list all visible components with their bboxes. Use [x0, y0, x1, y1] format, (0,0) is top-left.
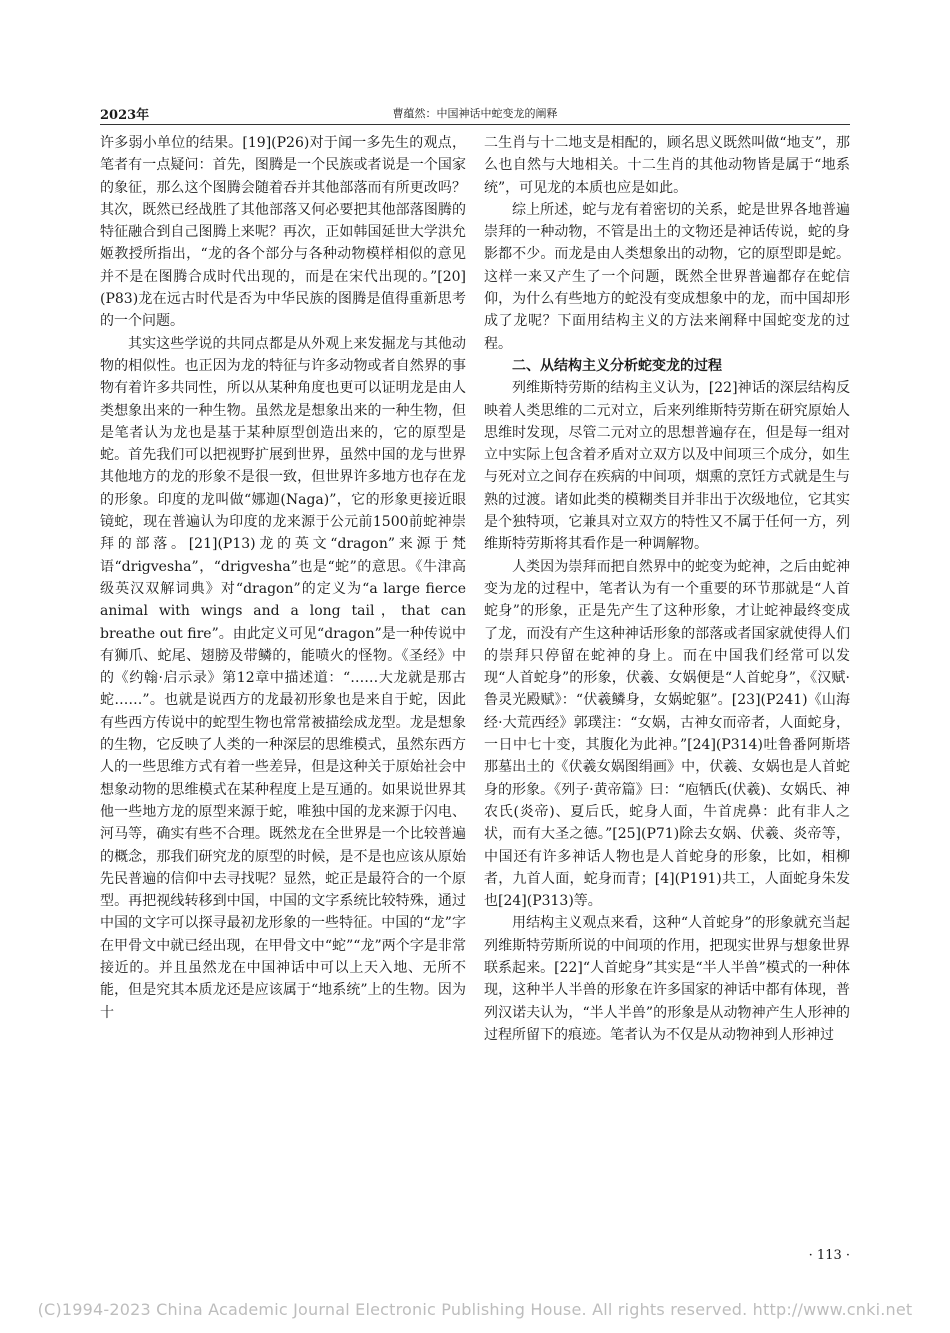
- right-column: [484, 132, 850, 1046]
- paragraph: 二生肖与十二地支是相配的，顾名思义既然叫做“地支”，那么也自然与大地相关。十二生肖的其他动物皆是属于“地系统”，可见龙的本质也应是如此。: [484, 135, 850, 196]
- left-column: [100, 132, 466, 1024]
- paragraph: 许多弱小单位的结果。[19](P26)对于闻一多先生的观点，笔者有一点疑问：首先，图腾是一个民族或者说是一个国家的象征，那么这个图腾会随着吞并其他部落而有所更改吗？其次，既然已经战胜了其他部落又何必要把其他部落图腾的特征融合到自己图腾上来呢？再次，正如韩国延世大学洪允姬教授所指出，“龙的各个部分与各种动物模样相似的意见并不是在图腾合成时代出现的，而是在宋代出现的。”[20](P83)龙在远古时代是否为中华民族的图腾是值得重新思考的一个问题。: [100, 135, 466, 330]
- copyright-footer: (C)1994-2023 China Academic Journal Electronic Publishing House. All rights reserved. http://www.cnki.net: [37, 1300, 913, 1319]
- journal-year: 2023年: [100, 108, 150, 123]
- running-title: 曹蕴然：中国神话中蛇变龙的阐释: [392, 107, 558, 120]
- page-header: [100, 104, 850, 122]
- paragraph: 人类因为崇拜而把自然界中的蛇变为蛇神，之后由蛇神变为龙的过程中，笔者认为有一个重要的环节那就是“人首蛇身”的形象，正是先产生了这种形象，才让蛇神最终变成了龙，而没有产生这种神话形象的部落或者国家就使得人们的崇拜只停留在蛇神的身上。而在中国我们经常可以发现“人首蛇身”的形象，伏羲、女娲便是“人首蛇身”，《汉赋·鲁灵光殿赋》：“伏羲鳞身，女娲蛇躯”。[23](P241)《山海经·大荒西经》郭璞注：“女娲，古神女而帝者，人面蛇身，一日中七十变，其腹化为此神。”[24](P314)吐鲁番阿斯塔那墓出土的《伏羲女娲图绢画》中，伏羲、女娲也是人首蛇身的形象。《列子·黄帝篇》曰：“庖牺氏(伏羲)、女娲氏、神农氏(炎帝)、夏后氏，蛇身人面，牛首虎鼻：此有非人之状，而有大圣之德。”[25](P71)除去女娲、伏羲、炎帝等，中国还有许多神话人物也是人首蛇身的形象，比如，相柳者，九首人面，蛇身而青；[4](P191)共工，人面蛇身朱发也[24](P313)等。: [484, 558, 850, 910]
- paragraph: 其实这些学说的共同点都是从外观上来发掘龙与其他动物的相似性。也正因为龙的特征与许多动物或者自然界的事物有着许多共同性，所以从某种角度也更可以证明龙是由人类想象出来的一种生物。虽然龙是想象出来的一种生物，但是笔者认为龙也是基于某种原型创造出来的，它的原型是蛇。首先我们可以把视野扩展到世界，虽然中国的龙与世界其他地方的龙的形象不是很一致，但世界许多地方也存在龙的形象。印度的龙叫做“娜迦(Naga)”，它的形象更接近眼镜蛇，现在普遍认为印度的龙来源于公元前1500前蛇神崇拜的部落。[21](P13)龙的英文“dragon”来源于梵语“drigvesha”，“drigvesha”也是“蛇”的意思。《牛津高级英汉双解词典》对“dragon”的定义为“a large fierce animal with wings and a long tail，that can breathe out fire”。由此定义可见“dragon”是一种传说中有狮爪、蛇尾、翅膀及带鳞的，能喷火的怪物。《圣经》中的《约翰·启示录》第12章中描述道：“……大龙就是那古蛇……”。也就是说西方的龙最初形象也是来自于蛇，因此有些西方传说中的蛇型生物也常常被描绘成龙型。龙是想象的生物，它反映了人类的一种深层的思维模式，虽然东西方人的一些思维方式有着一些差异，但是这种关于原始社会中想象动物的思维模式在某种程度上是互通的。如果说世界其他一些地方龙的原型来源于蛇，唯独中国的龙来源于闪电、河马等，确实有些不合理。既然龙在全世界是一个比较普遍的概念，那我们研究龙的原型的时候，是不是也应该从原始先民普遍的信仰中去寻找呢？显然，蛇正是最符合的一个原型。再把视线转移到中国，中国的文字系统比较特殊，通过中国的文字可以探寻最初龙形象的一些特征。中国的“龙”字在甲骨文中就已经出现，在甲骨文中“蛇”“龙”两个字是非常接近的。并且虽然龙在中国神话中可以上天入地、无所不能，但是究其本质龙还是应该属于“地系统”上的生物。因为十: [100, 335, 466, 1021]
- paragraph: 用结构主义观点来看，这种“人首蛇身”的形象就充当起列维斯特劳斯所说的中间项的作用，把现实世界与想象世界联系起来。[22]“人首蛇身”其实是“半人半兽”模式的一种体现，这种半人半兽的形象在许多国家的神话中都有体现，普列汉诺夫认为，“半人半兽”的形象是从动物神产生人形神的过程所留下的痕迹。笔者认为不仅是从动物神到人形神过: [484, 915, 850, 1043]
- header-divider: [100, 124, 850, 125]
- page-number: · 113 ·: [808, 1248, 850, 1263]
- paragraph: 列维斯特劳斯的结构主义认为，[22]神话的深层结构反映着人类思维的二元对立，后来列维斯特劳斯在研究原始人思维时发现，尽管二元对立的思想普遍存在，但是每一组对立中实际上包含着矛盾对立双方以及中间项三个成分，如生与死对立之间存在疾病的中间项，烟熏的烹饪方式就是生与熟的过渡。诸如此类的模糊类目并非出于次级地位，它其实是个独特项，它兼具对立双方的特性又不属于任何一方，列维斯特劳斯将其看作是一种调解物。: [484, 380, 850, 553]
- section-heading: 二、从结构主义分析蛇变龙的过程: [512, 357, 722, 374]
- paragraph: 综上所述，蛇与龙有着密切的关系，蛇是世界各地普遍崇拜的一种动物，不管是出土的文物还是神话传说，蛇的身影都不少。而龙是由人类想象出的动物，它的原型即是蛇。这样一来又产生了一个问题，既然全世界普遍都存在蛇信仰，为什么有些地方的蛇没有变成想象中的龙，而中国却形成了龙呢？下面用结构主义的方法来阐释中国蛇变龙的过程。: [484, 201, 850, 352]
